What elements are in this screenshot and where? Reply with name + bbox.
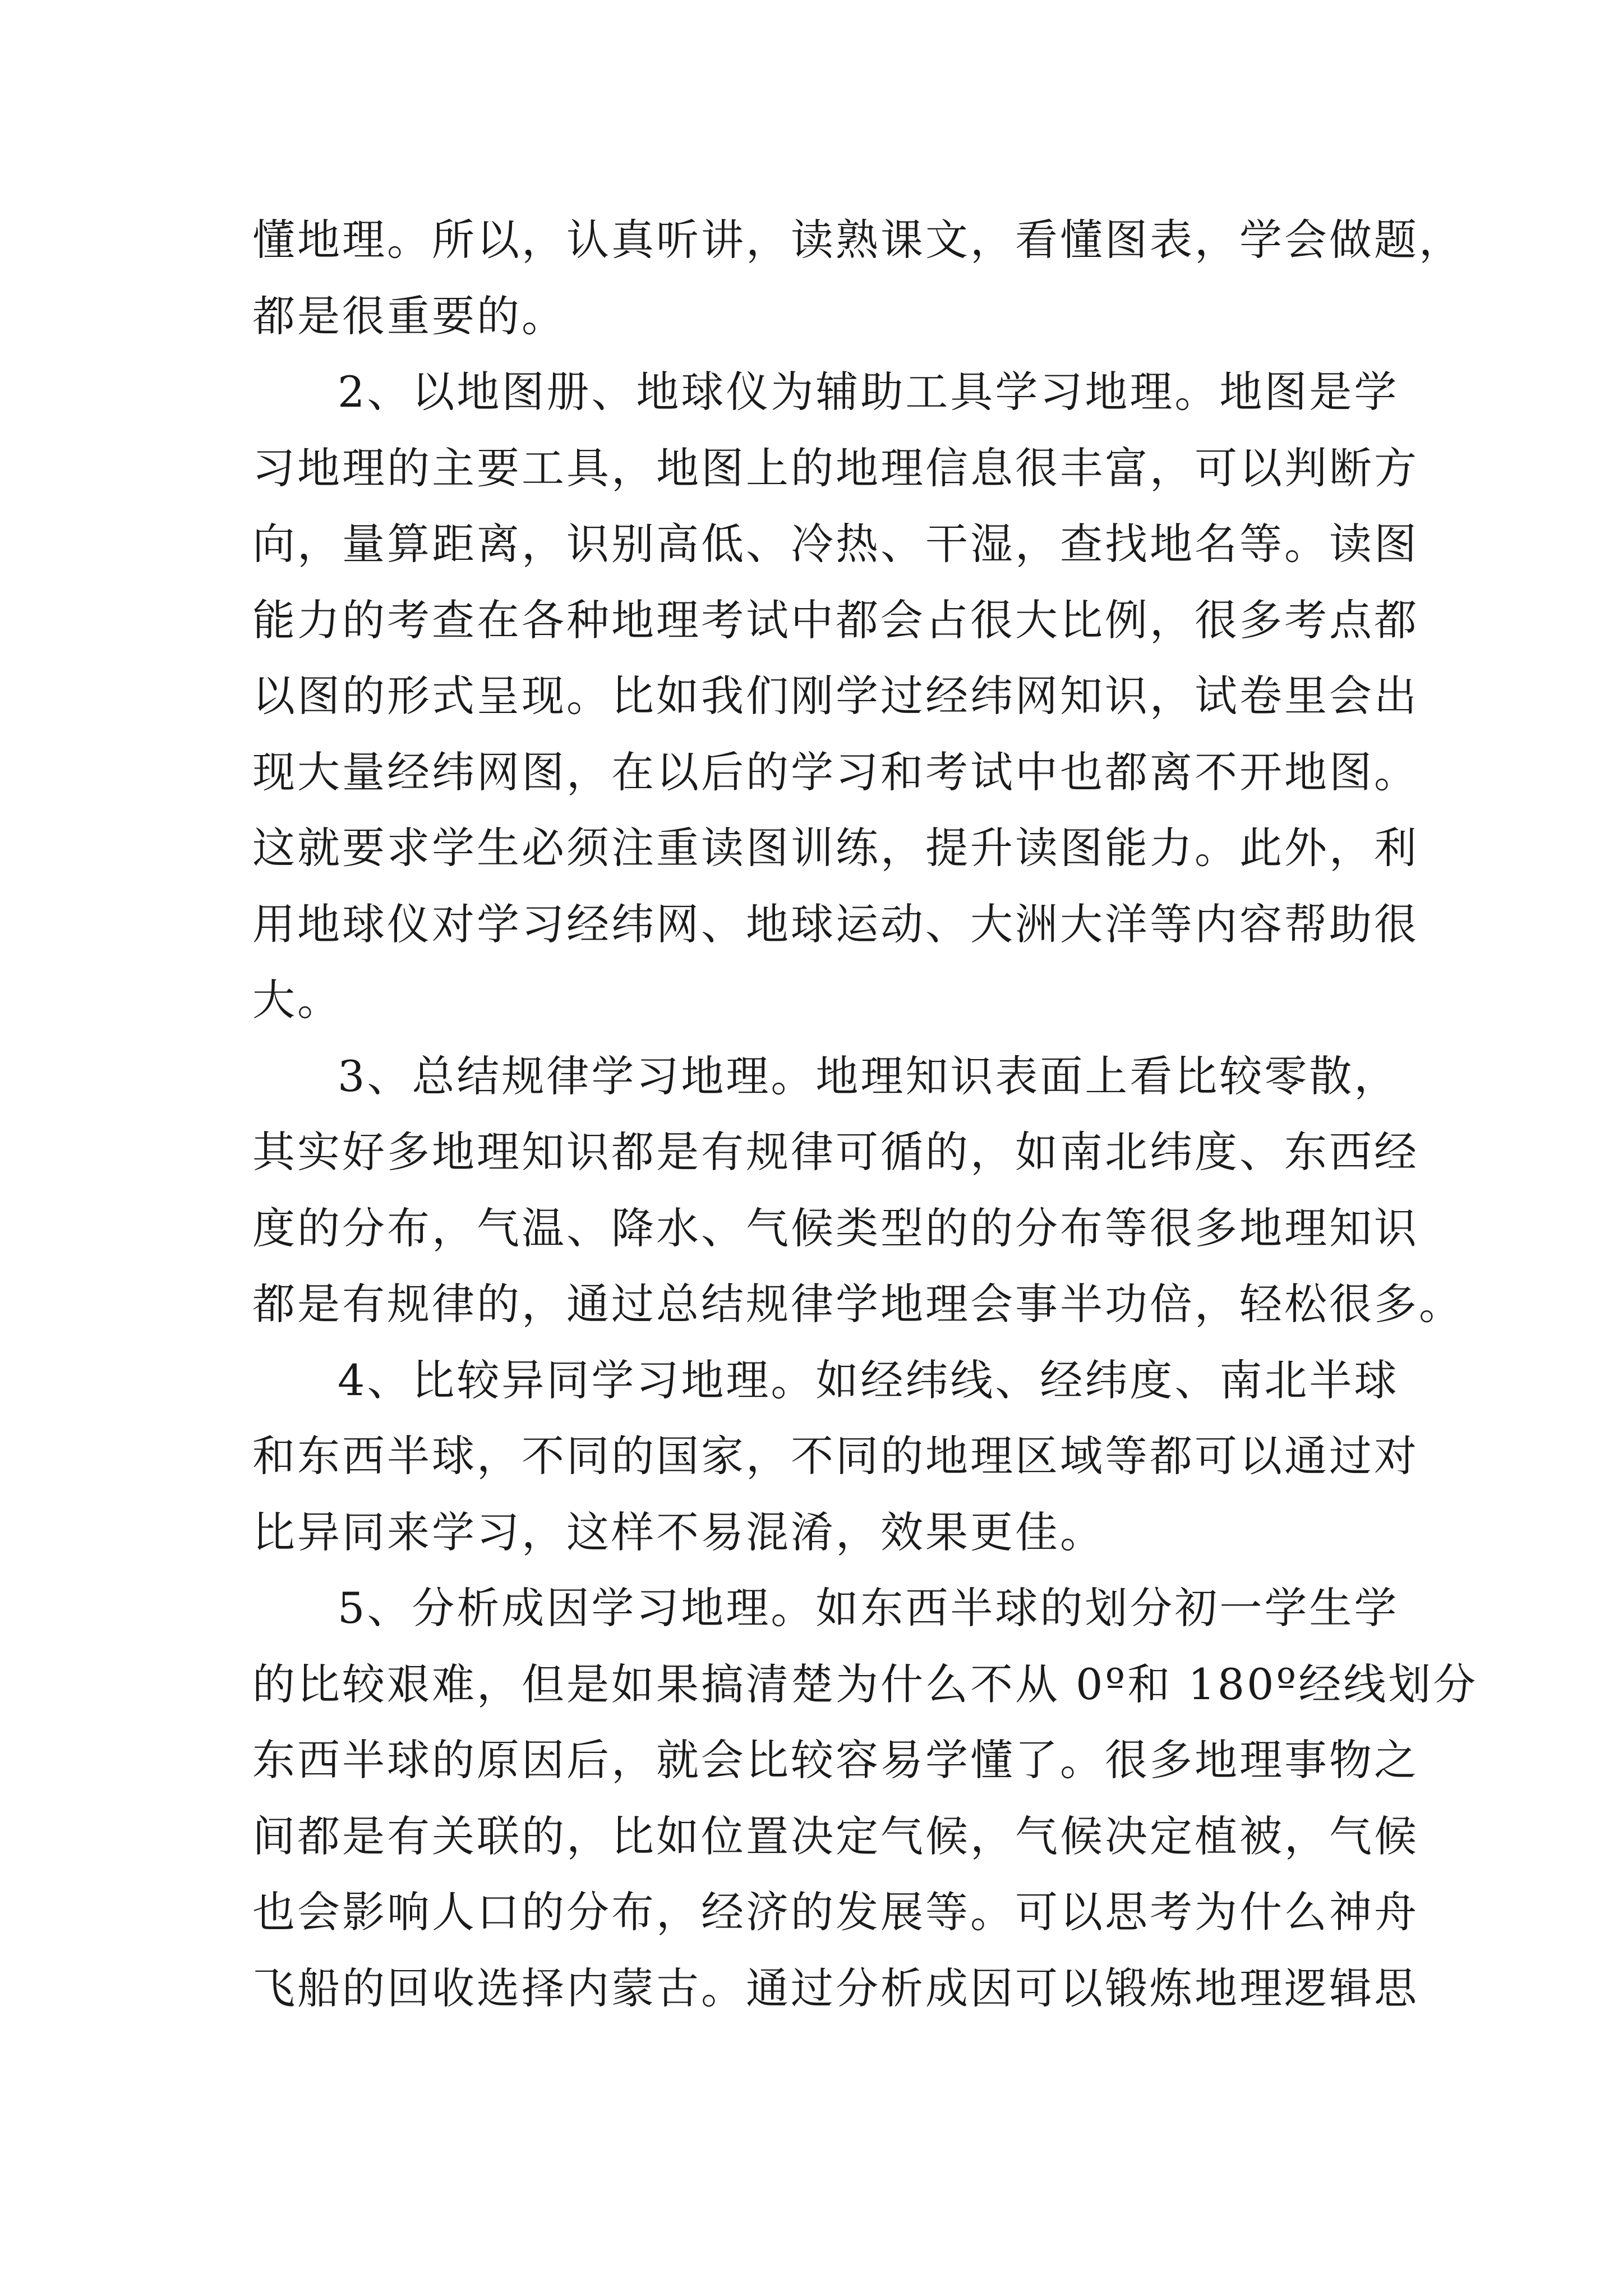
text-line: 度的分布，气温、降水、气候类型的的分布等很多地理知识: [252, 1203, 1419, 1253]
paragraph-4-start: 4、比较异同学习地理。如经纬线、经纬度、南北半球: [338, 1355, 1399, 1405]
text-line: 能力的考查在各种地理考试中都会占很大比例，很多考点都: [252, 595, 1419, 645]
body-text: [252, 202, 1478, 2026]
paragraph-3-start: 3、总结规律学习地理。地理知识表面上看比较零散，: [338, 1051, 1399, 1101]
text-line: 懂地理。所以，认真听讲，读熟课文，看懂图表，学会做题，: [252, 215, 1464, 265]
text-line: 都是很重要的。: [252, 291, 566, 341]
text-line: 也会影响人口的分布，经济的发展等。可以思考为什么神舟: [252, 1887, 1419, 1937]
text-line: 这就要求学生必须注重读图训练，提升读图能力。此外，利: [252, 823, 1419, 873]
text-line: 习地理的主要工具，地图上的地理信息很丰富，可以判断方: [252, 443, 1419, 493]
text-line: 和东西半球，不同的国家，不同的地理区域等都可以通过对: [252, 1431, 1419, 1481]
text-line: 用地球仪对学习经纬网、地球运动、大洲大洋等内容帮助很: [252, 899, 1419, 949]
text-line: 大。: [252, 975, 342, 1025]
text-line: 东西半球的原因后，就会比较容易学懂了。很多地理事物之: [252, 1735, 1419, 1785]
text-line: 间都是有关联的，比如位置决定气候，气候决定植被，气候: [252, 1811, 1419, 1861]
text-line: 向，量算距离，识别高低、冷热、干湿，查找地名等。读图: [252, 519, 1419, 569]
text-line: 比异同来学习，这样不易混淆，效果更佳。: [252, 1507, 1105, 1557]
text-line: 其实好多地理知识都是有规律可循的，如南北纬度、东西经: [252, 1127, 1419, 1177]
text-line: 的比较艰难，但是如果搞清楚为什么不从 0º和 180º经线划分: [252, 1659, 1478, 1709]
text-line: 飞船的回收选择内蒙古。通过分析成因可以锻炼地理逻辑思: [252, 1963, 1419, 2013]
text-line: 以图的形式呈现。比如我们刚学过经纬网知识，试卷里会出: [252, 671, 1419, 721]
text-line: 现大量经纬网图，在以后的学习和考试中也都离不开地图。: [252, 747, 1419, 797]
paragraph-5-start: 5、分析成因学习地理。如东西半球的划分初一学生学: [338, 1583, 1399, 1633]
text-line: 都是有规律的，通过总结规律学地理会事半功倍，轻松很多。: [252, 1279, 1464, 1329]
paragraph-2-start: 2、以地图册、地球仪为辅助工具学习地理。地图是学: [338, 367, 1399, 417]
